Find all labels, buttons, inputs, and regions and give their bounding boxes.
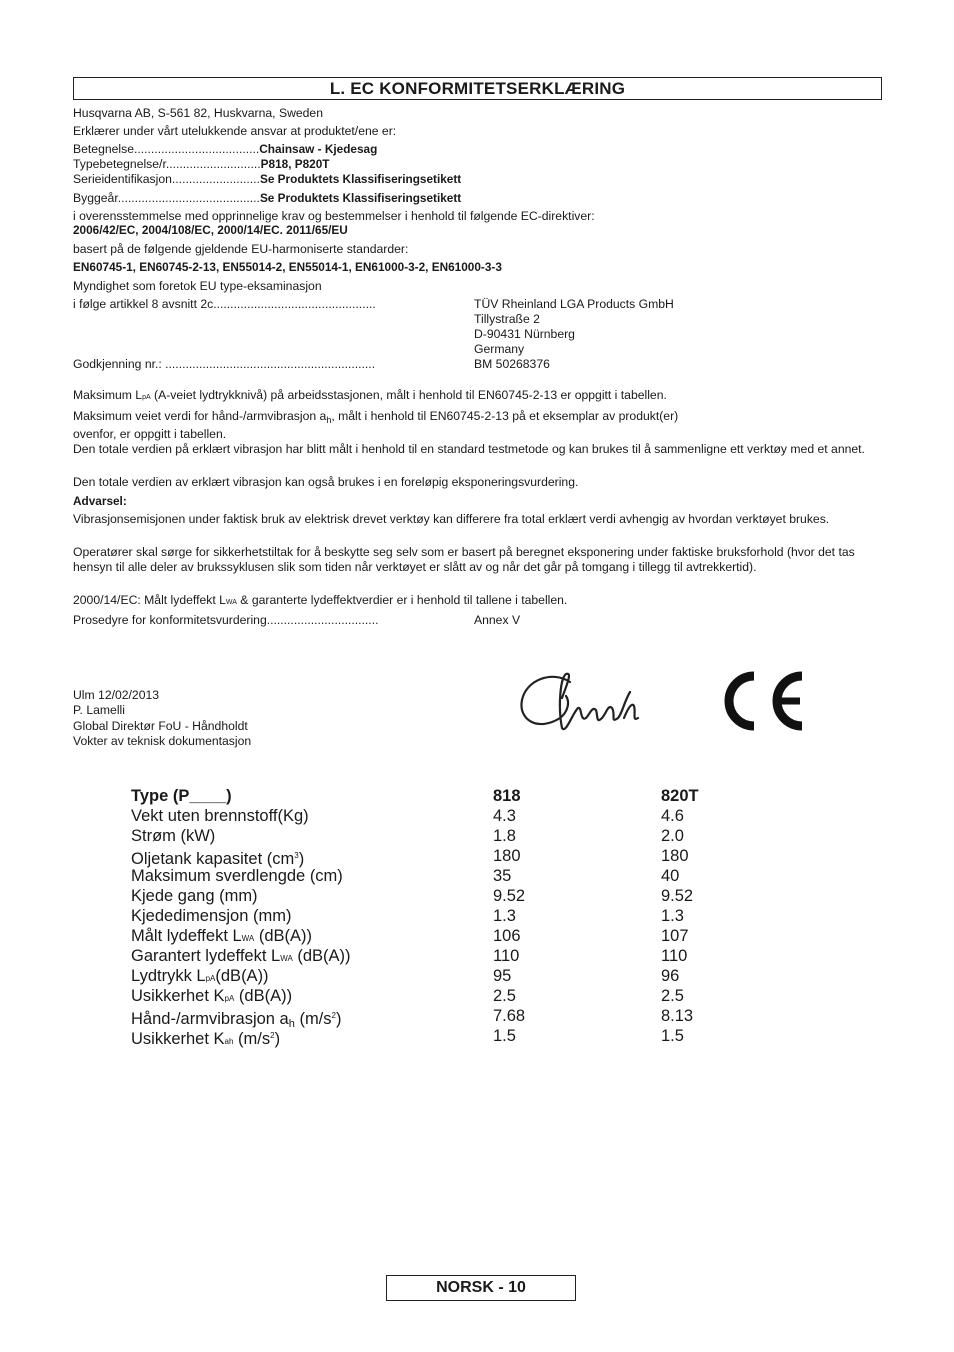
signature-image	[512, 662, 644, 742]
signer-name: P. Lamelli	[73, 703, 125, 718]
procedure-value: Annex V	[474, 613, 521, 627]
authority-intro: Myndighet som foretok EU type-eksaminasjon	[73, 279, 322, 293]
document-title: L. EC KONFORMITETSERKLÆRING	[73, 77, 882, 100]
signer-block	[73, 688, 251, 749]
authority-street: Tillystraße 2	[474, 312, 540, 326]
ce-mark-icon	[714, 669, 808, 733]
field-serial: Serieidentifikasjon..........................Se Produktets Klassifiseringsetikett	[73, 172, 462, 186]
procedure-label: Prosedyre for konformitetsvurdering.................................	[73, 613, 379, 627]
page-footer: NORSK - 10	[386, 1275, 576, 1301]
authority-country: Germany	[474, 342, 525, 356]
warning-label: Advarsel:	[73, 494, 127, 508]
para-vibration-2: ovenfor, er oppgitt i tabellen.	[73, 427, 227, 441]
field-type: Typebetegnelse/r............................P818, P820T	[73, 157, 330, 171]
declaration-intro: Erklærer under vårt utelukkende ansvar at produktet/ene er:	[73, 124, 397, 138]
warning-text-2: Operatører skal sørge for sikkerhetstiltak for å beskytte seg selv som er basert på beregnet eksponering under faktiske bruksforhold (hvor det tas hensyn til alle deler av brukssyklusen slik som tiden når verktøyet er slått av og når det går på tomgang i tillegg til avtrekkertid).	[73, 545, 855, 574]
authority-city: D-90431 Nürnberg	[474, 327, 575, 341]
signer-title: Global Direktør FoU - Håndholdt	[73, 718, 248, 733]
standards-intro: basert på de følgende gjeldende EU-harmoniserte standarder:	[73, 242, 409, 256]
field-year: Byggeår..........................................Se Produktets Klassifiseringsetikett	[73, 191, 462, 205]
para-vibration: Maksimum veiet verdi for hånd-/armvibrasjon $a_h$, målt i henhold til EN60745-2-13 på et eksemplar av produkt(er)	[73, 409, 679, 425]
para-total-vibration-2: Den totale verdien av erklært vibrasjon kan også brukes i en foreløpig eksponeringsvurdering.	[73, 475, 579, 489]
para-total-vibration: Den totale verdien på erklært vibrasjon har blitt målt i henhold til en standard testmetode og kan brukes til å sammenligne ett verktøy med et annet.	[73, 442, 865, 456]
authority-name: TÜV Rheinland LGA Products GmbH	[474, 297, 674, 311]
approval-label: Godkjenning nr.: ..............................................................	[73, 357, 376, 371]
para-noise-directive: 2000/14/EC: Målt lydeffekt LWA & garanterte lydeffektverdier er i henhold til tallene i tabellen.	[73, 593, 568, 607]
directives-intro: i overensstemmelse med opprinnelige krav og bestemmelser i henhold til følgende EC-direktiver:	[73, 209, 595, 223]
standards-list: EN60745-1, EN60745-2-13, EN55014-2, EN55014-1, EN61000-3-2, EN61000-3-3	[73, 260, 502, 274]
directives-list: 2006/42/EC, 2004/108/EC, 2000/14/EC. 2011/65/EU	[73, 223, 348, 237]
field-designation: Betegnelse.....................................Chainsaw - Kjedesag	[73, 142, 378, 156]
signer-role: Vokter av teknisk dokumentasjon	[73, 733, 252, 748]
article-label: i følge artikkel 8 avsnitt 2c................................................	[73, 297, 376, 311]
warning-text-1: Vibrasjonsemisjonen under faktisk bruk av elektrisk drevet verktøy kan differere fra total erklært verdi avhengig av hvordan verktøyet brukes.	[73, 512, 830, 526]
approval-number: BM 50268376	[474, 357, 550, 371]
signer-date: Ulm 12/02/2013	[73, 688, 160, 702]
para-sound-pressure: Maksimum LpA (A-veiet lydtrykknivå) på arbeidsstasjonen, målt i henhold til EN60745-2-13 er oppgitt i tabellen.	[73, 388, 667, 402]
company-address: Husqvarna AB, S-561 82, Huskvarna, Sweden	[73, 106, 323, 120]
